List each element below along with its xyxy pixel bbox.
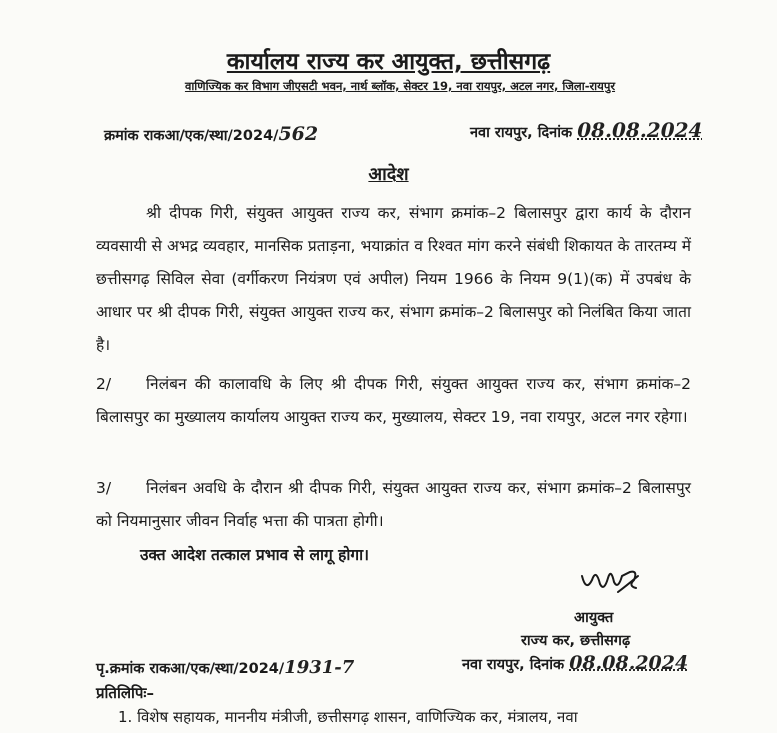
office-address: वाणिज्यिक कर विभाग जीएसटी भवन, नार्थ ब्लॉक, सेक्टर 19, नवा रायपुर, अटल नगर, जिला-रायपुर [184, 79, 616, 93]
office-title: कार्यालय राज्य कर आयुक्त, छत्तीसगढ़ [226, 49, 551, 75]
endorsement-number [96, 657, 354, 678]
paragraph-3-number: 3/ [96, 479, 112, 497]
paragraph-2-text: निलंबन की कालावधि के लिए श्री दीपक गिरी, संयुक्त आयुक्त राज्य कर, संभाग क्रमांक–2 बिलासपुर का मुख्यालय कार्यालय आयुक्त राज्य कर, मुख्यालय, सेक्टर 19, नवा रायपुर, अटल नगर रहेगा। [96, 375, 691, 426]
order-heading: आदेश [368, 164, 409, 185]
copy-to-label: प्रतिलिपिः– [96, 684, 154, 702]
order-paragraph-3 [96, 472, 691, 538]
signatory-designation: आयुक्त [574, 610, 614, 626]
paragraph-2-number: 2/ [96, 375, 112, 393]
order-number-prefix: क्रमांक राकआ/एक/स्था/2024/ [104, 128, 279, 144]
order-paragraph-1 [96, 197, 691, 362]
order-number [104, 123, 318, 145]
paragraph-1-text: श्री दीपक गिरी, संयुक्त आयुक्त राज्य कर, संभाग क्रमांक–2 बिलासपुर द्वारा कार्य के दौरान व्यवसायी से अभद्र व्यवहार, मानसिक प्रताड़ना, भयाक्रांत व रिश्वत मांग करने संबंधी शिकायत के तारतम्य में छत्तीसगढ़ सिविल सेवा (वर्गीकरण नियंत्रण एवं अपील) नियम 1966 के नियम 9(1)(क) में उपबंध के आधार पर श्री दीपक गिरी, संयुक्त आयुक्त राज्य कर, संभाग क्रमांक–2 बिलासपुर को निलंबित किया जाता है। [96, 204, 691, 354]
order-date-handwritten: 08.08.2024 [577, 118, 703, 142]
endorsement-number-prefix: पृ.क्रमांक राकआ/एक/स्था/2024/ [96, 661, 285, 677]
endorsement-place-date [462, 652, 688, 674]
signature-image [578, 562, 648, 602]
effect-statement: उक्त आदेश तत्काल प्रभाव से लागू होगा। [140, 546, 370, 564]
copy-list-item: 1. विशेष सहायक, माननीय मंत्रीजी, छत्तीसगढ़ शासन, वाणिज्यिक कर, मंत्रालय, नवा [118, 708, 578, 726]
signatory-department: राज्य कर, छत्तीसगढ़ [521, 633, 631, 649]
order-number-handwritten: 562 [278, 123, 319, 145]
endorsement-place-date-prefix: नवा रायपुर, दिनांक [462, 657, 565, 673]
place-date-prefix: नवा रायपुर, दिनांक [470, 125, 573, 141]
endorsement-date-handwritten: 08.08.2024 [569, 652, 689, 674]
paragraph-3-text: निलंबन अवधि के दौरान श्री दीपक गिरी, संयुक्त आयुक्त राज्य कर, संभाग क्रमांक–2 बिलासपुर को नियमानुसार जीवन निर्वाह भत्ता की पात्रता होगी। [96, 479, 691, 530]
endorsement-number-handwritten: 1931-7 [284, 657, 355, 678]
order-paragraph-2 [96, 368, 691, 434]
order-place-date [470, 118, 702, 142]
